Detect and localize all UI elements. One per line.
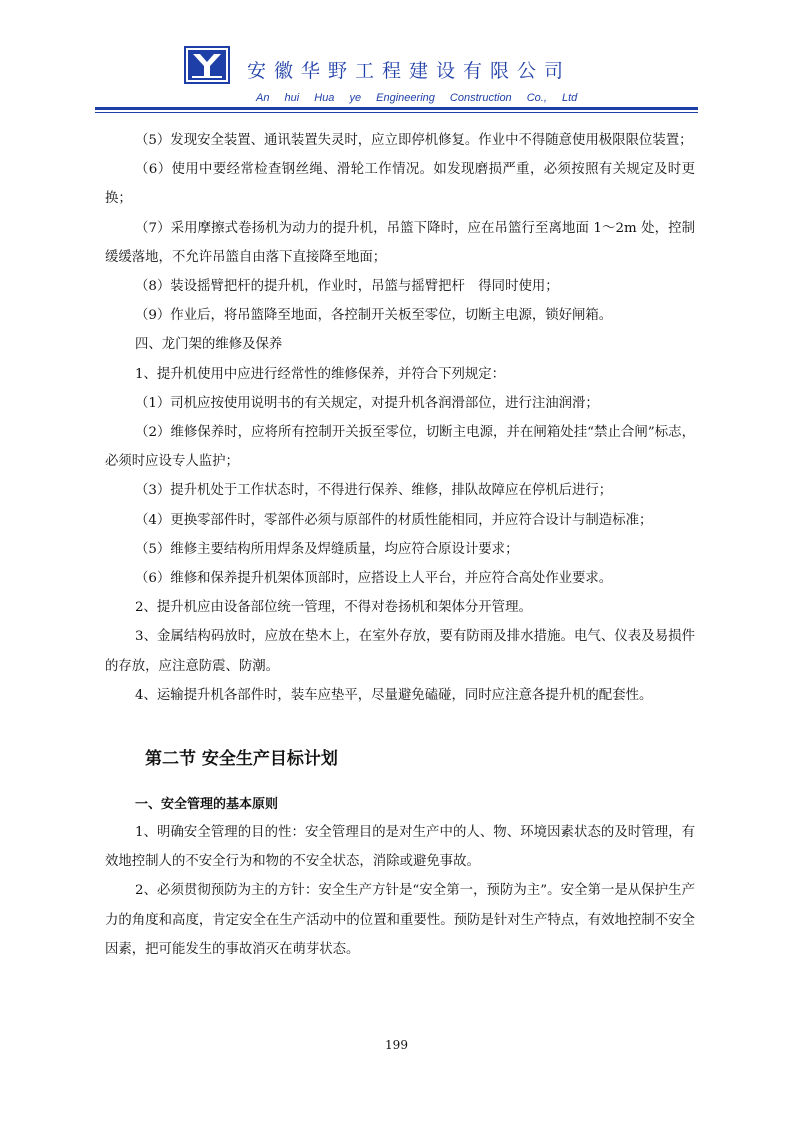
paragraph: （4）更换零部件时，零部件必须与原部件的材质性能相同，并应符合设计与制造标准； bbox=[135, 512, 653, 528]
paragraph: 4、运输提升机各部件时，装车应垫平，尽量避免磕碰，同时应注意各提升机的配套性。 bbox=[135, 687, 653, 703]
paragraph: （3）提升机处于工作状态时，不得进行保养、维修，排队故障应在停机后进行； bbox=[135, 483, 613, 499]
paragraph: （8）装设摇臂把杆的提升机，作业时，吊篮与摇臂把杆 得同时使用； bbox=[135, 279, 559, 295]
company-name-en: An hui Hua ye Engineering Construction Co., Ltd bbox=[256, 92, 578, 104]
company-name-cn: 安徽华野工程建设有限公司 bbox=[247, 60, 572, 82]
page-number: 199 bbox=[385, 1038, 408, 1052]
page-header bbox=[0, 0, 793, 118]
paragraph: 2、必须贯彻预防为主的方针：安全生产方针是“安全第一，预防为主”。安全第一是从保护生产力的角度和高度，肯定安全在生产活动中的位置和重要性。预防是针对生产特点，有效地控制不安全因素，把可能发生的事故消灭在萌芽状态。 bbox=[105, 883, 695, 957]
paragraph: （6）使用中要经常检查钢丝绳、滑轮工作情况。如发现磨损严重，必须按照有关规定及时更换； bbox=[105, 162, 695, 207]
document-body bbox=[105, 126, 695, 964]
paragraph: （7）采用摩擦式卷扬机为动力的提升机，吊篮下降时，应在吊篮行至离地面 1～2m 处，控制缓缓落地，不允许吊篮自由落下直接降至地面； bbox=[105, 220, 695, 265]
paragraph: （6）维修和保养提升机架体顶部时，应搭设上人平台，并应符合高处作业要求。 bbox=[135, 571, 613, 587]
paragraph: （2）维修保养时，应将所有控制开关扳至零位，切断主电源，并在闸箱处挂“禁止合闸”标志，必须时应设专人监护； bbox=[105, 425, 695, 470]
paragraph: （9）作业后，将吊篮降至地面，各控制开关板至零位，切断主电源，锁好闸箱。 bbox=[135, 308, 613, 324]
section-title: 第二节 安全生产目标计划 bbox=[145, 749, 338, 770]
sub-section-title: 一、安全管理的基本原则 bbox=[135, 797, 279, 813]
paragraph: 1、提升机使用中应进行经常性的维修保养，并符合下列规定： bbox=[135, 366, 506, 382]
header-rule-thin bbox=[95, 112, 698, 113]
paragraph: （5）维修主要结构所用焊条及焊缝质量，均应符合原设计要求； bbox=[135, 541, 519, 557]
header-rule-thick bbox=[95, 107, 698, 110]
company-logo bbox=[184, 46, 230, 84]
paragraph: （1）司机应按使用说明书的有关规定，对提升机各润滑部位，进行注油润滑； bbox=[135, 395, 599, 411]
heading-paragraph: 四、龙门架的维修及保养 bbox=[135, 337, 283, 353]
paragraph: 2、提升机应由设备部位统一管理，不得对卷扬机和架体分开管理。 bbox=[135, 600, 532, 616]
paragraph: 3、金属结构码放时，应放在垫木上，在室外存放，要有防雨及排水措施。电气、仪表及易损件的存放，应注意防震、防潮。 bbox=[105, 629, 695, 674]
paragraph: （5）发现安全装置、通讯装置失灵时，应立即停机修复。作业中不得随意使用极限限位装置； bbox=[135, 133, 693, 148]
paragraph: 1、明确安全管理的目的性：安全管理目的是对生产中的人、物、环境因素状态的及时管理，有效地控制人的不安全行为和物的不安全状态，消除或避免事故。 bbox=[105, 825, 695, 870]
